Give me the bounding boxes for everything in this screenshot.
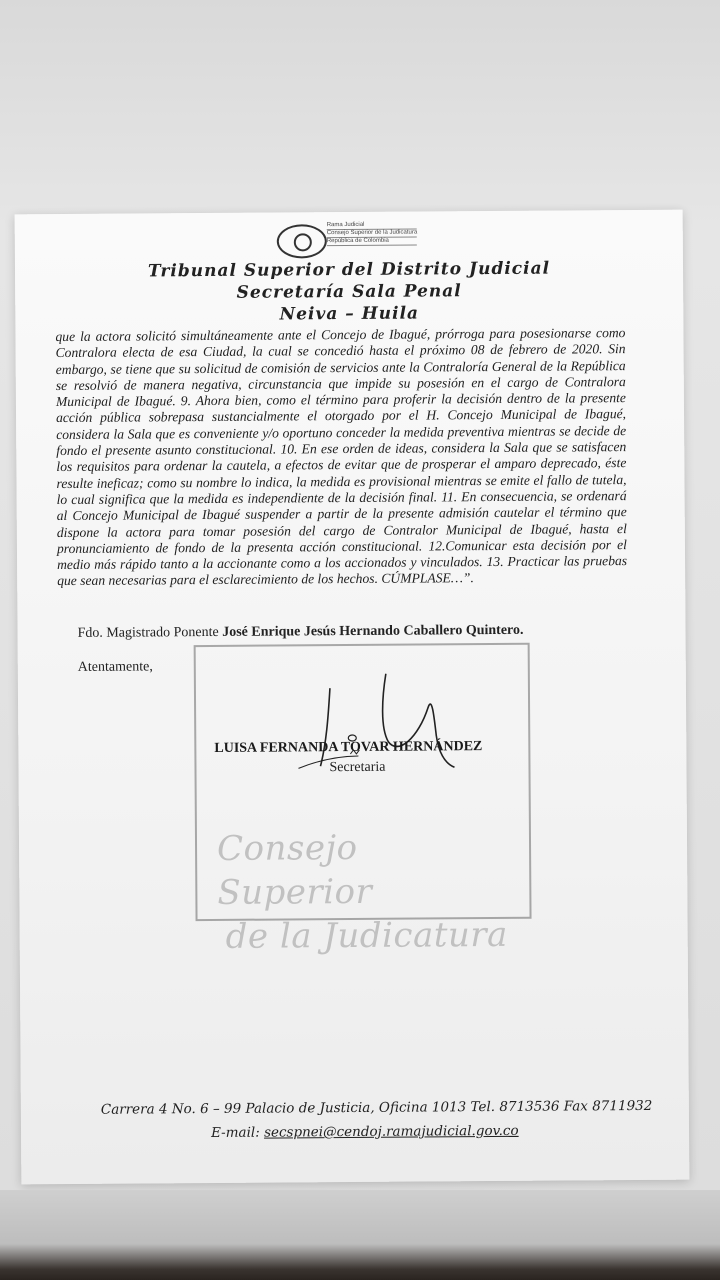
document-page [15, 210, 690, 1185]
footer-email-line [211, 1123, 519, 1141]
city-title: Neiva – Huila [279, 303, 420, 325]
background-edge [0, 1190, 720, 1280]
chamber-title: Secretaría Sala Penal [236, 281, 462, 303]
branch-line-1: Rama Judicial [327, 222, 417, 231]
coat-of-arms-icon [277, 224, 327, 258]
email-label: E-mail: [210, 1124, 265, 1141]
branch-label [327, 222, 418, 247]
signer-role: Secretaria [329, 759, 386, 776]
signer-name: LUISA FERNANDA TOVAR HERNÁNDEZ [214, 739, 483, 756]
court-title: Tribunal Superior del Distrito Judicial [147, 258, 551, 282]
branch-line-2: Consejo Superior de la Judicatura [326, 229, 418, 237]
email-link[interactable]: secspnei@cendoj.ramajudicial.gov.co [263, 1122, 519, 1141]
watermark-line-2: de la Judicatura [225, 914, 509, 957]
magistrate-prefix: Fdo. Magistrado Ponente [77, 624, 223, 641]
magistrate-line [77, 623, 523, 642]
body-paragraph: que la actora solicitó simultáneamente ante el Concejo de Ibagué, prórroga para posesionarse como Contralora electa de esa Ciudad, la cual se concedió hasta el próximo 08 de febrero de 2020. Sin embargo, se tiene que su solicitud de comisión de servicios ante la Contraloría General de la República se resolvió de manera negativa, circunstancia que impide su posesión en el cargo de Contralora Municipal de Ibagué. 9. Ahora bien, como el término para proferir la decisión dentro de la presente acción pública sobrepasa sustancialmente el otorgado por el H. Concejo Municipal de Ibagué, considera la Sala que es conveniente y/o oportuno conceder la medida preventiva mientras se decide de fondo el presente asunto constitucional. 10. En ese orden de ideas, considera la Sala que se satisfacen los requisitos para ordenar la cautela, a efectos de evitar que de prosperar el amparo deprecado, éste resulte ineficaz; como su nombre lo indica, la medida es provisional mientras se emite el fallo de tutela, lo cual significa que la medida es independiente de la decisión final. 11. En consecuencia, se ordenará al Concejo Municipal de Ibagué suspender a partir de la presente admisión cautelar el término que dispone la actora para tomar posesión del cargo de Contralor Municipal de Ibagué, hasta el pronunciamiento de fondo de la presenta acción constitucional. 12.Comunicar esta decisión por el medio más rápido tanto a la accionante como a los accionados y vinculados. 13. Practicar las pruebas que sean necesarias para el esclarecimiento de los hechos. CÚMPLASE…”. [55, 325, 628, 589]
footer-address: Carrera 4 No. 6 – 99 Palacio de Justicia, Oficina 1013 Tel. 8713536 Fax 8711932 [100, 1097, 653, 1118]
watermark-text [217, 825, 518, 959]
magistrate-name: José Enrique Jesús Hernando Caballero Quintero. [222, 622, 524, 640]
branch-line-3: República de Colombia [327, 238, 417, 247]
closing: Atentamente, [77, 659, 153, 675]
watermark-line-1: Consejo Superior [216, 827, 373, 913]
